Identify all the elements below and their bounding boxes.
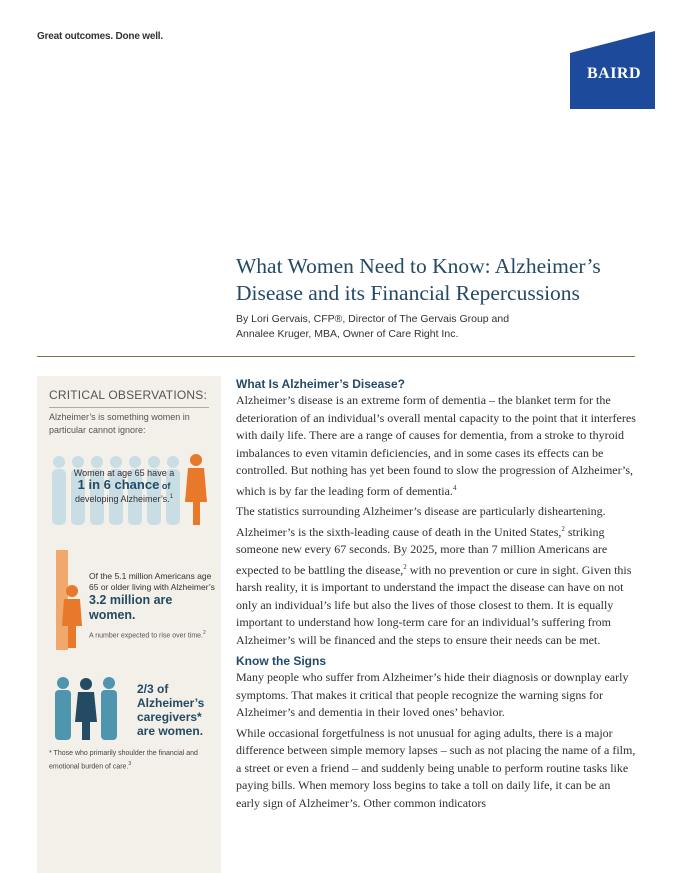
paragraph-2 bbox=[236, 503, 636, 649]
paragraph-1-text: Alzheimer’s disease is an extreme form of dementia – the blanket term for the deterioration of an individual’s overall mental capacity to the point that it interferes with daily life. There are a range of causes for dementia, from a stroke to thyroid imbalances to even vitamin deficiencies, and in some cases its effects can be controlled. But nothing has yet been found to slow the progression of Alzheimer’s, which is by far the leading form of dementia. bbox=[236, 393, 636, 498]
stat1-post: developing Alzheimer’s. bbox=[74, 494, 170, 504]
sidebar-divider bbox=[49, 407, 209, 408]
paragraph-3: Many people who suffer from Alzheimer’s hide their diagnosis or downplay early symptoms. That makes it critical that people recognize the warning signs for Alzheimer’s and dementia in their loved ones’ behavior. bbox=[236, 670, 629, 719]
stat1-pre: Women at age 65 have a bbox=[73, 468, 175, 478]
stat2-note-text: A number expected to rise over time. bbox=[89, 632, 203, 640]
critical-observations-sidebar bbox=[37, 376, 221, 873]
sidebar-footnote bbox=[49, 748, 219, 772]
logo-text: BAIRD bbox=[586, 65, 642, 82]
stat1-of: of bbox=[161, 481, 171, 491]
stat1-footnote-ref: 1 bbox=[169, 494, 174, 500]
p2-footnote-ref-2: 2 bbox=[403, 562, 407, 571]
caregivers-icon bbox=[51, 676, 131, 740]
paragraph-1 bbox=[236, 392, 636, 500]
byline-line-1: By Lori Gervais, CFP®, Director of The Gervais Group and bbox=[236, 313, 510, 325]
sidebar-footnote-ref: 3 bbox=[128, 761, 132, 767]
byline-line-2: Annalee Kruger, MBA, Owner of Care Right Inc. bbox=[236, 328, 459, 340]
byline bbox=[236, 312, 636, 342]
stat2-highlight: 3.2 million are women. bbox=[89, 593, 173, 622]
p1-footnote-ref: 4 bbox=[452, 483, 457, 492]
stat-three-point-two-million bbox=[89, 571, 219, 641]
section-heading-what-is: What Is Alzheimer’s Disease? bbox=[236, 377, 405, 391]
sidebar-footnote-text: * Those who primarily shoulder the financial and emotional burden of care. bbox=[49, 750, 198, 771]
stat-caregivers: 2/3 of Alzheimer’s caregivers* are women. bbox=[137, 682, 205, 738]
baird-logo bbox=[570, 31, 655, 109]
paragraph-2a: The statistics surrounding Alzheimer’s disease are particularly disheartening. Alzheimer’s is the sixth-leading cause of death in the United States, bbox=[236, 504, 606, 539]
stat2-text: Of the 5.1 million Americans age 65 or older living with Alzheimer’s bbox=[89, 571, 215, 592]
p2-footnote-ref-1: 2 bbox=[561, 524, 565, 533]
brand-tagline: Great outcomes. Done well. bbox=[37, 31, 163, 42]
paragraph-2b: striking someone new every 67 seconds. By 2025, more than 7 million Americans are expected to be battling the disease, bbox=[236, 524, 608, 577]
header-divider bbox=[37, 356, 635, 357]
sidebar-intro: Alzheimer’s is something women in particular cannot ignore: bbox=[49, 412, 190, 435]
stat-one-in-six bbox=[59, 468, 189, 505]
sidebar-heading: CRITICAL OBSERVATIONS: bbox=[49, 388, 207, 402]
paragraph-4: While occasional forgetfulness is not unusual for aging adults, there is a major difference between simple memory lapses – such as not placing the name of a film, a street or even a friend – and suddenly being unable to perform routine tasks like paying bills. When memory loss begins to take a toll on daily life, it can be an early sign of Alzheimer’s. Other common indicators bbox=[236, 725, 636, 810]
section-heading-know-signs: Know the Signs bbox=[236, 654, 326, 668]
stat1-highlight: 1 in 6 chance bbox=[77, 477, 160, 492]
article-title: What Women Need to Know: Alzheimer’s Disease and its Financial Repercussions bbox=[236, 254, 601, 305]
single-woman-icon bbox=[52, 550, 82, 650]
paragraph-2c: with no prevention or cure in sight. Given this harsh reality, it is important to understand the impact the disease can have on not only an individual’s life but also the lives of those closest to them. It is equally important to understand how long-term care for an individual’s suffering from Alzheimer’s will be financed and the steps to ensure their needs can be met. bbox=[236, 562, 632, 647]
stat2-footnote-ref: 2 bbox=[203, 630, 206, 636]
stat2-note bbox=[89, 628, 219, 641]
article-body bbox=[236, 376, 636, 815]
